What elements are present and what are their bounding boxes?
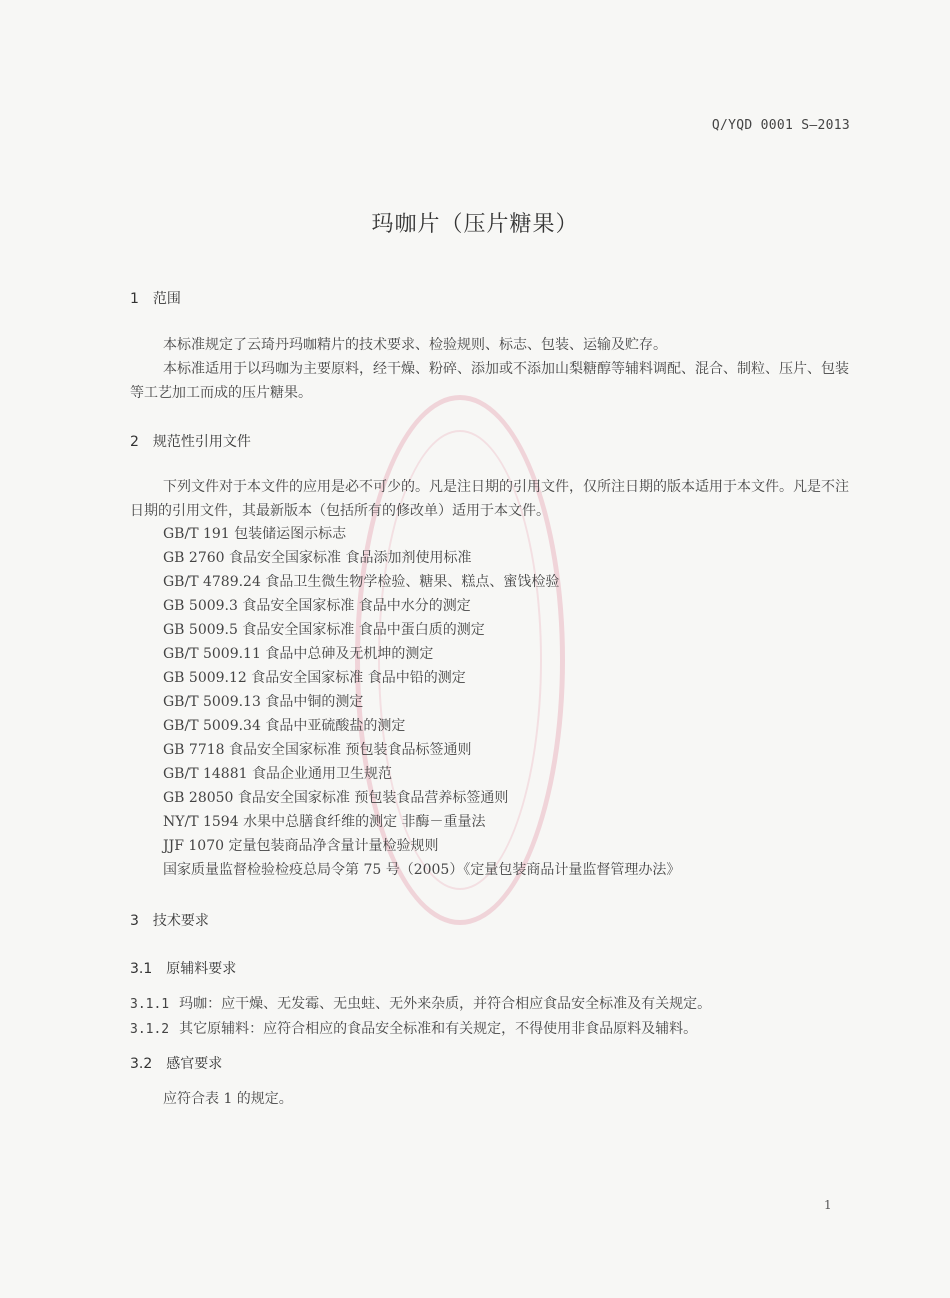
page-number: 1: [824, 1198, 832, 1212]
section-3-heading: [130, 910, 209, 930]
section-title: 规范性引用文件: [152, 434, 251, 450]
reference-item: GB/T 191 包装储运图示标志: [163, 526, 347, 542]
subsection-number: 3.2: [130, 1056, 153, 1072]
paragraph: 本标准适用于以玛咖为主要原料，经干燥、粉碎、添加或不添加山梨糖醇等辅料调配、混合、制粒、压片、包装等工艺加工而成的压片糖果。: [130, 361, 849, 401]
reference-item: NY/T 1594 水果中总膳食纤维的测定 非酶－重量法: [163, 814, 486, 830]
reference-item: GB/T 5009.11 食品中总砷及无机坤的测定: [163, 646, 434, 662]
section-number: 2: [130, 434, 139, 450]
reference-item: JJF 1070 定量包装商品净含量计量检验规则: [163, 838, 439, 854]
reference-item: GB 28050 食品安全国家标准 预包装食品营养标签通则: [163, 790, 509, 806]
section-title: 技术要求: [152, 913, 209, 929]
reference-list: [163, 522, 680, 882]
subsection-title: 感官要求: [166, 1056, 223, 1072]
clause-text: 其它原辅料：应符合相应的食品安全标准和有关规定，不得使用非食品原料及辅料。: [179, 1021, 698, 1037]
reference-item: GB/T 5009.34 食品中亚硫酸盐的测定: [163, 718, 406, 734]
reference-item: GB 5009.5 食品安全国家标准 食品中蛋白质的测定: [163, 622, 485, 638]
subsection-3-2-text: 应符合表 1 的规定。: [163, 1091, 293, 1107]
reference-item: GB/T 5009.13 食品中铜的测定: [163, 694, 364, 710]
section-1-heading: [130, 288, 181, 308]
reference-item: GB 5009.12 食品安全国家标准 食品中铅的测定: [163, 670, 466, 686]
clause-3-1-2: [130, 1018, 850, 1038]
section-2-heading: [130, 431, 251, 451]
section-1-body: [130, 333, 850, 405]
section-2-intro: [130, 475, 850, 523]
subsection-title: 原辅料要求: [166, 961, 237, 977]
section-number: 3: [130, 913, 139, 929]
reference-item: GB/T 4789.24 食品卫生微生物学检验、糖果、糕点、蜜饯检验: [163, 574, 560, 590]
document-title: 玛咖片（压片糖果）: [371, 212, 579, 237]
clause-text: 玛咖：应干燥、无发霉、无虫蛀、无外来杂质，并符合相应食品安全标准及有关规定。: [179, 996, 712, 1012]
paragraph: 本标准规定了云琦丹玛咖精片的技术要求、检验规则、标志、包装、运输及贮存。: [163, 337, 667, 353]
subsection-number: 3.1: [130, 961, 153, 977]
section-title: 范围: [152, 291, 181, 307]
reference-item: 国家质量监督检验检疫总局令第 75 号（2005）《定量包装商品计量监督管理办法》: [163, 862, 681, 878]
reference-item: GB 2760 食品安全国家标准 食品添加剂使用标准: [163, 550, 472, 566]
subsection-3-2-heading: [130, 1053, 222, 1073]
section-number: 1: [130, 291, 139, 307]
standard-code: Q/YQD 0001 S—2013: [711, 118, 850, 133]
reference-item: GB/T 14881 食品企业通用卫生规范: [163, 766, 392, 782]
clause-number: 3.1.2: [130, 1022, 170, 1037]
subsection-3-1-heading: [130, 958, 236, 978]
clause-number: 3.1.1: [130, 997, 170, 1012]
reference-item: GB 7718 食品安全国家标准 预包装食品标签通则: [163, 742, 472, 758]
paragraph: 下列文件对于本文件的应用是必不可少的。凡是注日期的引用文件，仅所注日期的版本适用于本文件。凡是不注日期的引用文件，其最新版本（包括所有的修改单）适用于本文件。: [130, 479, 849, 519]
clause-3-1-1: [130, 993, 850, 1013]
reference-item: GB 5009.3 食品安全国家标准 食品中水分的测定: [163, 598, 471, 614]
